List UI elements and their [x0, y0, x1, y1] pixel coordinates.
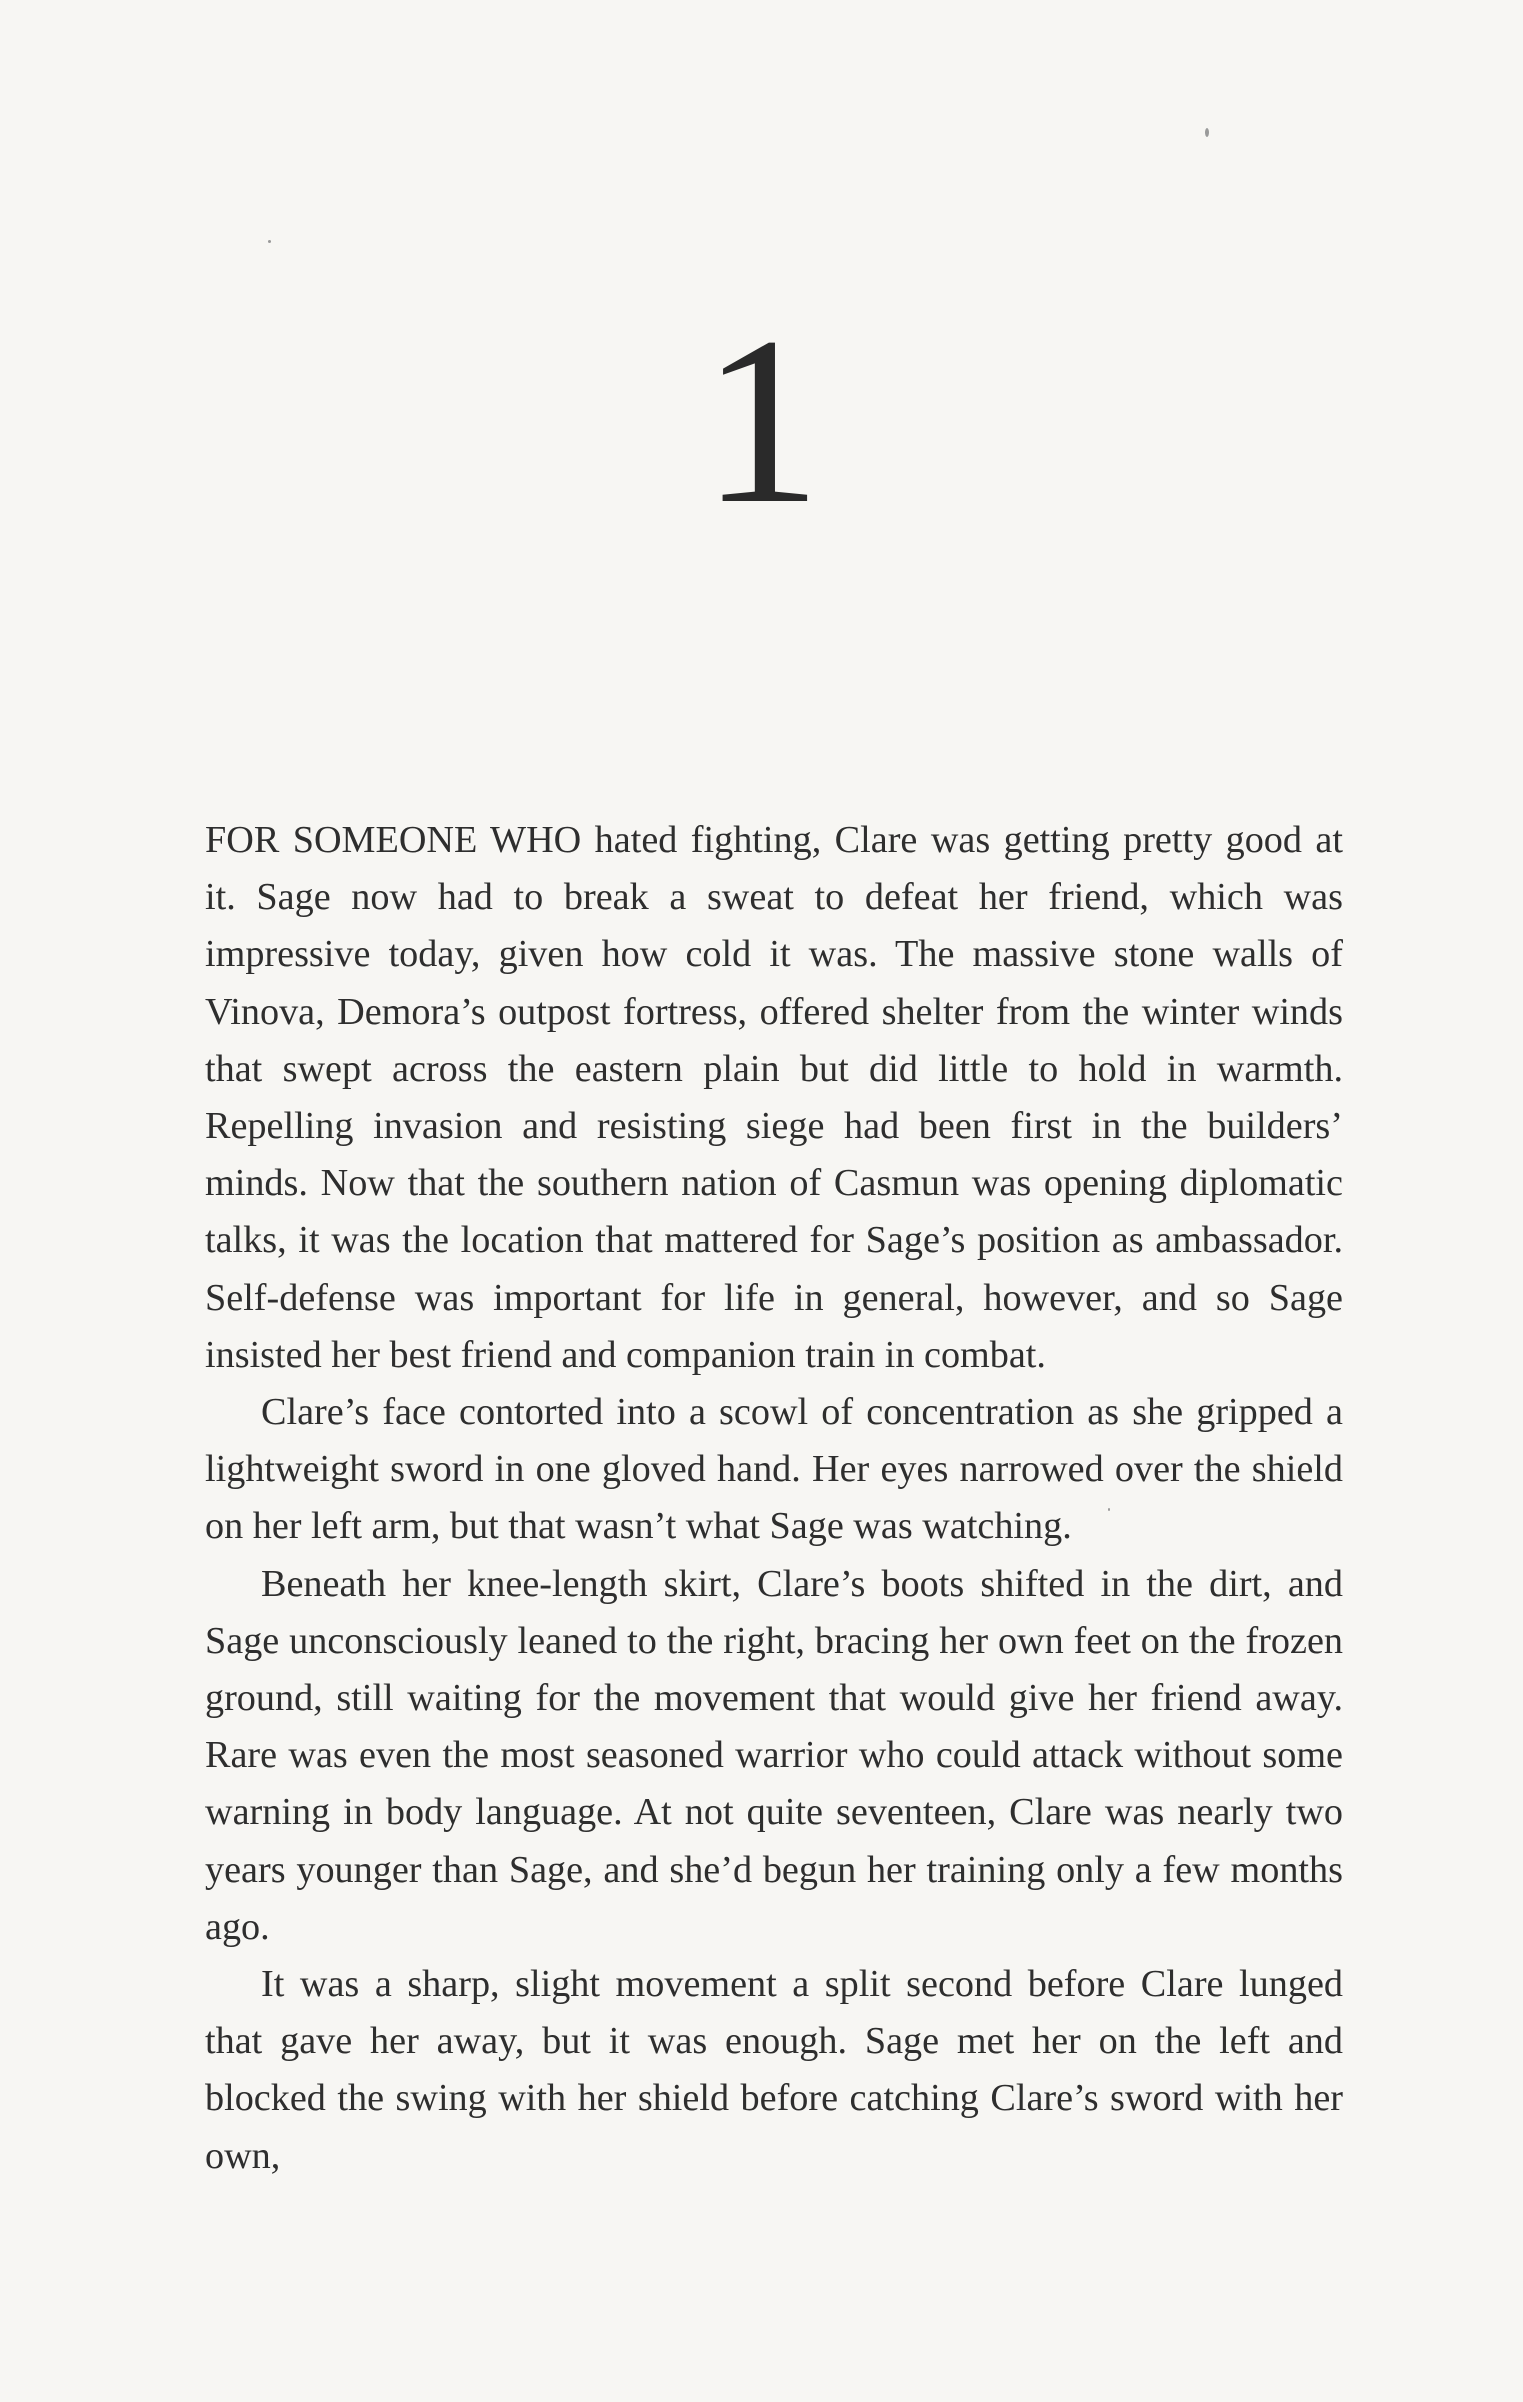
chapter-number: 1	[701, 287, 822, 553]
opening-small-caps: FOR SOMEONE WHO	[205, 819, 582, 861]
paragraph: It was a sharp, slight movement a split second before Clare lunged that gave her away, but it was enough. Sage met her on the left and blocked the swing with her shield before catching Clare’s sword with her own,	[205, 1963, 1343, 2177]
scan-speck	[268, 240, 271, 243]
paragraph: Beneath her knee-length skirt, Clare’s boots shifted in the dirt, and Sage unconsciously leaned to the right, bracing her own feet on the frozen ground, still waiting for the movement that would give her friend away. Rare was even the most seasoned warrior who could attack without some warning in body language. At not quite seventeen, Clare was nearly two years younger than Sage, and she’d begun her training only a few months ago.	[205, 1562, 1343, 1948]
paragraph	[205, 812, 1343, 1384]
paragraph: Clare’s face contorted into a scowl of concentration as she gripped a lightweight sword in one gloved hand. Her eyes narrowed over the shield on her left arm, but that wasn’t what Sage was watching.	[205, 1391, 1343, 1548]
paragraph-text: hated fighting, Clare was getting pretty good at it. Sage now had to break a sweat to defeat her friend, which was impressive today, given how cold it was. The massive stone walls of Vinova, Demora’s outpost fortress, offered shelter from the winter winds that swept across the eastern plain but did little to hold in warmth. Repelling invasion and resisting siege had been first in the builders’ minds. Now that the southern nation of Casmun was opening diplomatic talks, it was the location that mattered for Sage’s position as ambassador. Self-defense was important for life in general, however, and so Sage insisted her best friend and companion train in combat.	[205, 819, 1343, 1376]
scan-speck	[1205, 128, 1209, 137]
chapter-text	[205, 812, 1343, 2185]
